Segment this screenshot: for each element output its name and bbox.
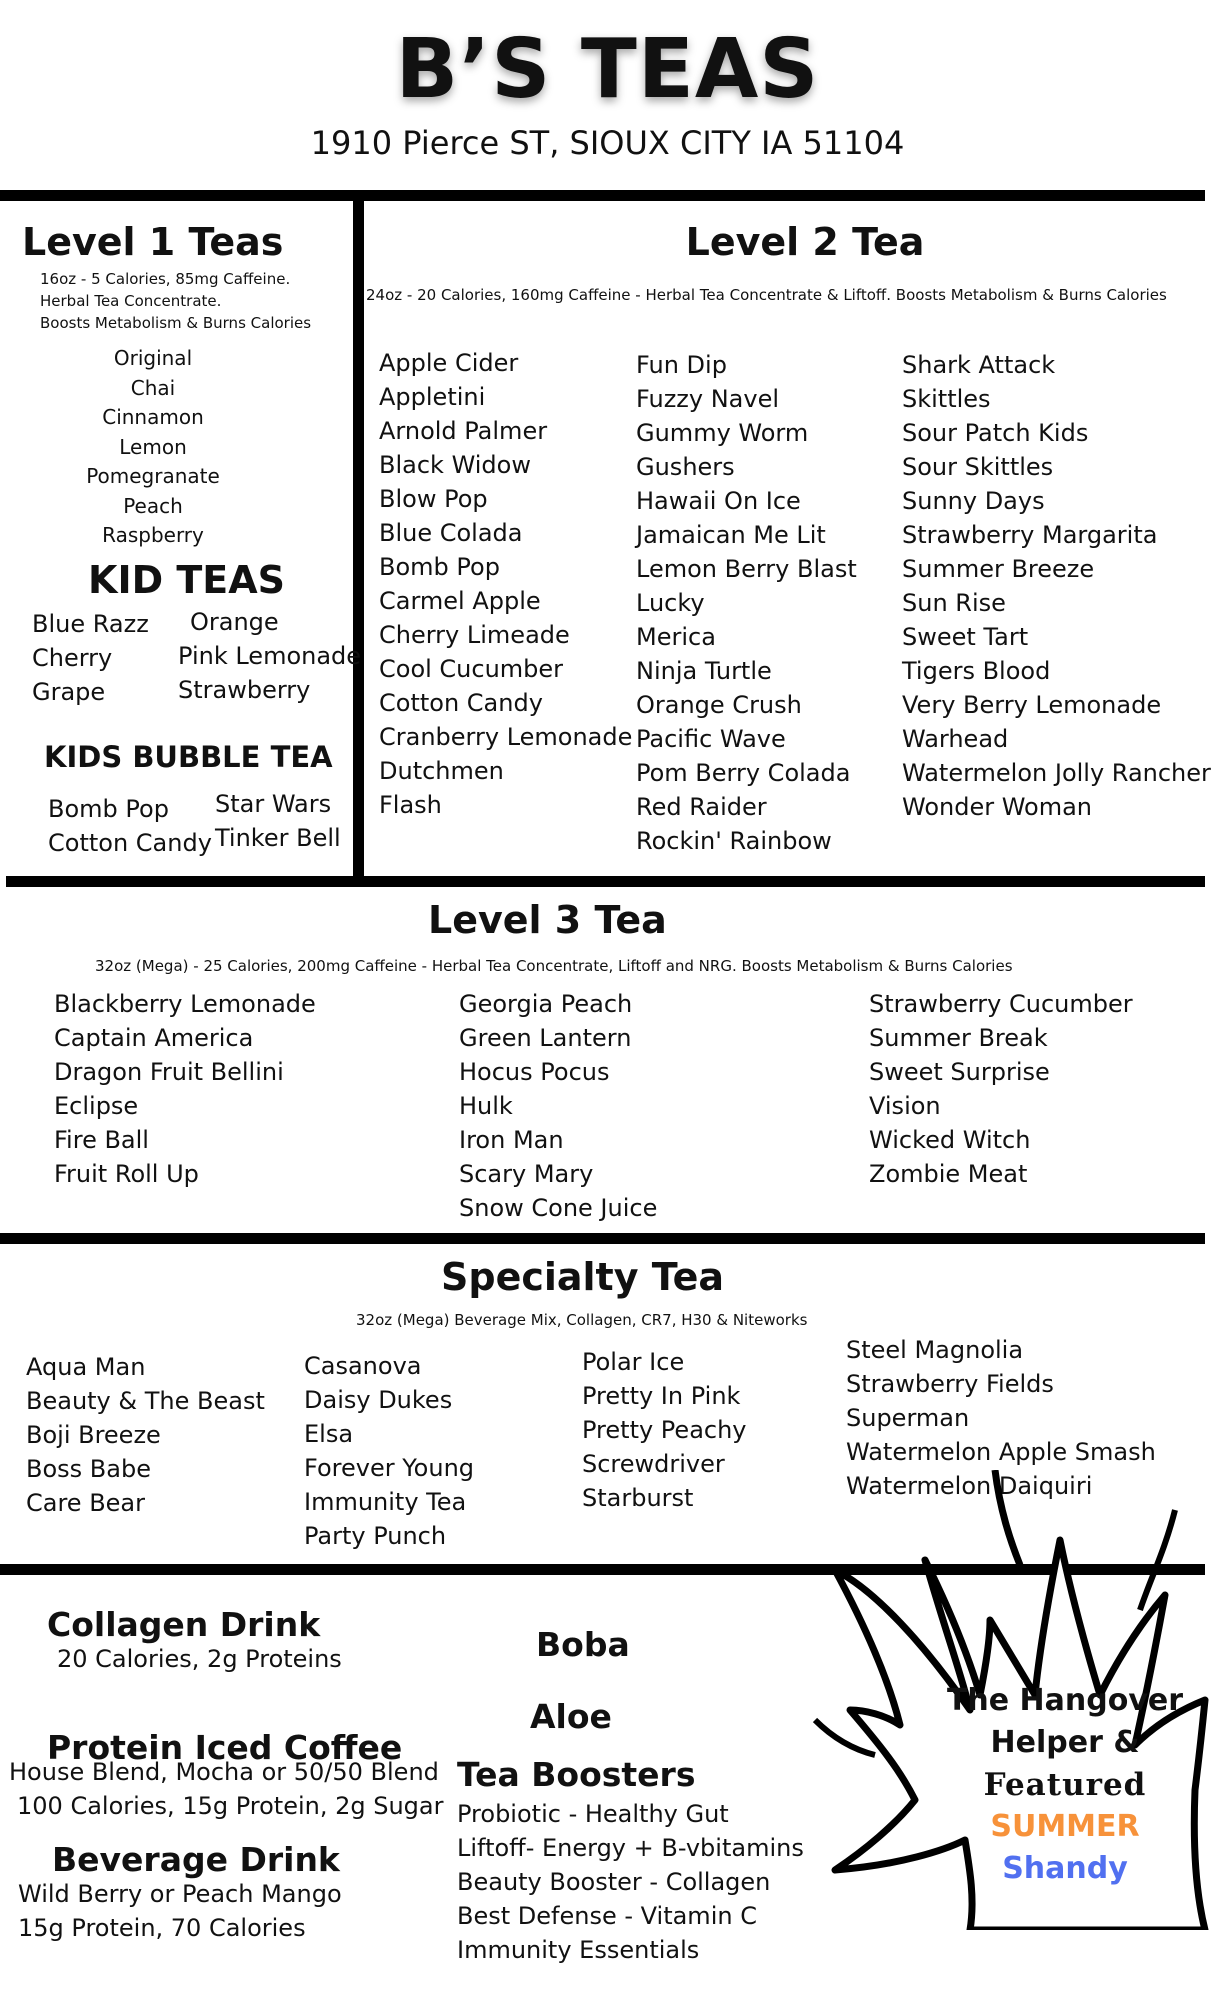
list-item: Fun Dip [636,351,727,379]
list-item: Lemon [119,434,187,459]
list-item: Sweet Tart [902,623,1029,651]
list-item: Pretty Peachy [582,1416,747,1444]
kids-bubble-col2 [215,787,341,855]
specialty-note: 32oz (Mega) Beverage Mix, Collagen, CR7, H30 & Niteworks [356,1311,808,1329]
level2-heading: Level 2 Tea [685,220,925,264]
level1-note: Herbal Tea Concentrate. [40,292,222,310]
beverage-line1: Wild Berry or Peach Mango [18,1880,342,1908]
list-item: Daisy Dukes [304,1386,453,1414]
level3-col1 [54,987,316,1191]
level1-flavor-list [60,344,246,551]
kid-teas-col1 [32,607,149,709]
boba-heading: Boba [536,1625,630,1664]
list-item: Wonder Woman [902,793,1093,821]
list-item: Bomb Pop [48,795,169,823]
list-item: Blue Razz [32,610,149,638]
list-item: Zombie Meat [869,1160,1028,1188]
divider-vertical [353,200,364,876]
list-item: Cool Cucumber [379,655,564,683]
list-item: Tigers Blood [902,657,1051,685]
level2-note: 24oz - 20 Calories, 160mg Caffeine - Herbal Tea Concentrate & Liftoff. Boosts Metabolism & Burns Calories [366,286,1167,304]
list-item: Vision [869,1092,941,1120]
list-item: Chai [130,375,176,400]
list-item: Orange [190,608,279,636]
list-item: Blue Colada [379,519,523,547]
level1-notes [40,268,311,334]
list-item: Cherry Limeade [379,621,570,649]
list-item: Beauty & The Beast [26,1387,265,1415]
protein-coffee-line1: House Blend, Mocha or 50/50 Blend [9,1758,439,1786]
list-item: Sunny Days [902,487,1045,515]
list-item: Immunity Tea [304,1488,467,1516]
list-item: Sweet Surprise [869,1058,1050,1086]
list-item: Pretty In Pink [582,1382,741,1410]
list-item: Merica [636,623,716,651]
list-item: Fruit Roll Up [54,1160,199,1188]
list-item: Superman [846,1404,970,1432]
featured-line: The Hangover [946,1683,1184,1718]
specialty-col3 [582,1345,747,1515]
list-item: Warhead [902,725,1009,753]
list-item: Peach [123,493,183,518]
list-item: Steel Magnolia [846,1336,1024,1364]
list-item: Forever Young [304,1454,475,1482]
level3-heading: Level 3 Tea [428,898,667,942]
page-title: B’S TEAS [395,22,820,117]
level1-note: 16oz - 5 Calories, 85mg Caffeine. [40,270,291,288]
list-item: Snow Cone Juice [459,1194,658,1222]
list-item: Liftoff- Energy + B-vbitamins [457,1834,804,1862]
list-item: Carmel Apple [379,587,541,615]
level2-col3 [902,348,1211,824]
list-item: Green Lantern [459,1024,632,1052]
list-item: Hocus Pocus [459,1058,610,1086]
collagen-detail: 20 Calories, 2g Proteins [57,1645,342,1673]
list-item: Lucky [636,589,705,617]
list-item: Summer Breeze [902,555,1095,583]
list-item: Scary Mary [459,1160,594,1188]
list-item: Fuzzy Navel [636,385,780,413]
protein-coffee-heading: Protein Iced Coffee [47,1728,403,1767]
list-item: Eclipse [54,1092,139,1120]
list-item: Dragon Fruit Bellini [54,1058,284,1086]
list-item: Grape [32,678,106,706]
list-item: Cherry [32,644,113,672]
list-item: Beauty Booster - Collagen [457,1868,771,1896]
list-item: Boss Babe [26,1455,151,1483]
list-item: Raspberry [102,523,204,547]
list-item: Hulk [459,1092,513,1120]
list-item: Black Widow [379,451,531,479]
list-item: Sour Skittles [902,453,1054,481]
level2-col2 [636,348,857,858]
list-item: Boji Breeze [26,1421,161,1449]
list-item: Captain America [54,1024,254,1052]
divider-level3 [6,876,1205,887]
list-item: Bomb Pop [379,553,500,581]
featured-badge [930,1680,1200,1890]
divider-top [0,190,1205,201]
protein-coffee-line2: 100 Calories, 15g Protein, 2g Sugar [17,1792,444,1820]
level3-note: 32oz (Mega) - 25 Calories, 200mg Caffeine - Herbal Tea Concentrate, Liftoff and NRG. Boosts Metabolism & Burns Calories [95,957,1013,975]
level3-col3 [869,987,1133,1191]
list-item: Aqua Man [26,1353,146,1381]
beverage-line2: 15g Protein, 70 Calories [18,1914,306,1942]
list-item: Dutchmen [379,757,504,785]
list-item: Watermelon Apple Smash [846,1438,1156,1466]
list-item: Gummy Worm [636,419,809,447]
list-item: Appletini [379,383,486,411]
list-item: Strawberry Margarita [902,521,1158,549]
beverage-heading: Beverage Drink [52,1840,340,1879]
specialty-col1 [26,1350,265,1520]
list-item: Pom Berry Colada [636,759,851,787]
list-item: Strawberry Fields [846,1370,1054,1398]
list-item: Apple Cider [379,349,519,377]
list-item: Cotton Candy [379,689,543,717]
list-item: Strawberry Cucumber [869,990,1133,1018]
list-item: Ninja Turtle [636,657,772,685]
list-item: Tinker Bell [215,824,341,852]
list-item: Watermelon Jolly Rancher [902,759,1211,787]
boosters-heading: Tea Boosters [457,1755,696,1794]
list-item: Georgia Peach [459,990,633,1018]
list-item: Original [113,346,193,370]
list-item: Probiotic - Healthy Gut [457,1800,729,1828]
kid-teas-heading: KID TEAS [88,558,286,602]
aloe-heading: Aloe [530,1697,612,1736]
kids-bubble-col1 [48,792,212,860]
list-item: Rockin' Rainbow [636,827,832,855]
list-item: Wicked Witch [869,1126,1031,1154]
level3-col2 [459,987,657,1225]
list-item: Flash [379,791,442,819]
level1-note: Boosts Metabolism & Burns Calories [40,314,312,332]
list-item: Arnold Palmer [379,417,548,445]
featured-shandy: Shandy [1002,1851,1128,1886]
list-item: Best Defense - Vitamin C [457,1902,757,1930]
level2-col1 [379,346,632,822]
collagen-heading: Collagen Drink [47,1605,321,1644]
list-item: Star Wars [215,790,332,818]
list-item: Lemon Berry Blast [636,555,857,583]
starburst-spike-top [995,1470,1020,1565]
list-item: Cotton Candy [48,829,212,857]
list-item: Party Punch [304,1522,447,1550]
starburst-spike-right [1140,1510,1175,1610]
list-item: Jamaican Me Lit [636,521,826,549]
level1-heading: Level 1 Teas [22,220,284,264]
list-item: Hawaii On Ice [636,487,801,515]
list-item: Iron Man [459,1126,564,1154]
specialty-heading: Specialty Tea [441,1255,725,1299]
divider-specialty [0,1233,1205,1244]
list-item: Elsa [304,1420,354,1448]
list-item: Watermelon Daiquiri [846,1472,1093,1500]
list-item: Red Raider [636,793,767,821]
boosters-list [457,1797,804,1967]
list-item: Blackberry Lemonade [54,990,316,1018]
list-item: Sour Patch Kids [902,419,1089,447]
list-item: Orange Crush [636,691,802,719]
featured-line: Featured [983,1767,1147,1803]
specialty-col2 [304,1349,474,1553]
featured-line: Helper & [990,1725,1140,1760]
list-item: Strawberry [178,676,311,704]
list-item: Sun Rise [902,589,1006,617]
featured-summer: SUMMER [990,1809,1140,1844]
list-item: Pacific Wave [636,725,786,753]
list-item: Screwdriver [582,1450,725,1478]
list-item: Care Bear [26,1489,146,1517]
list-item: Summer Break [869,1024,1048,1052]
list-item: Fire Ball [54,1126,149,1154]
list-item: Pink Lemonade [178,642,362,670]
list-item: Casanova [304,1352,422,1380]
list-item: Pomegranate [86,464,220,488]
store-address: 1910 Pierce ST, SIOUX CITY IA 51104 [310,124,905,162]
list-item: Very Berry Lemonade [902,691,1162,719]
list-item: Skittles [902,385,991,413]
list-item: Gushers [636,453,735,481]
list-item: Shark Attack [902,351,1056,379]
list-item: Cinnamon [102,405,204,429]
kid-teas-col2 [178,605,361,707]
kids-bubble-heading: KIDS BUBBLE TEA [44,740,333,774]
list-item: Polar Ice [582,1348,685,1376]
list-item: Blow Pop [379,485,488,513]
list-item: Starburst [582,1484,694,1512]
list-item: Cranberry Lemonade [379,723,633,751]
list-item: Immunity Essentials [457,1936,700,1964]
